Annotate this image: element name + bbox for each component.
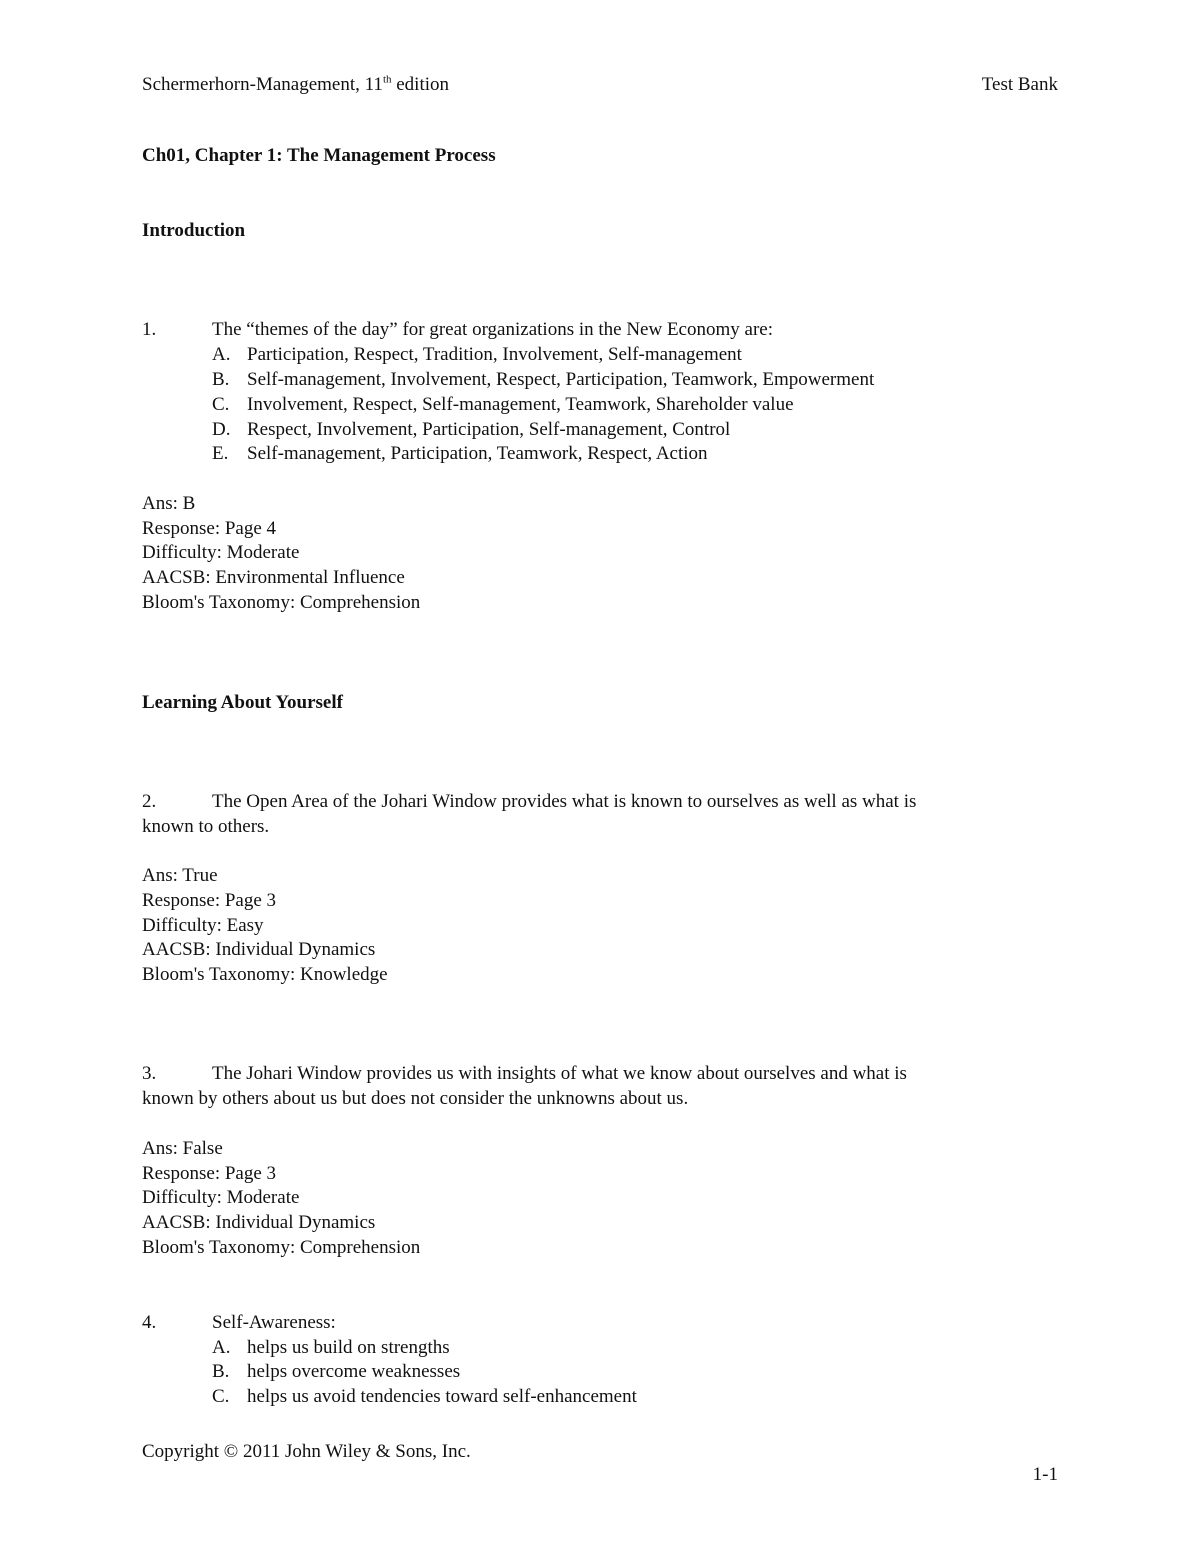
question-stem-line-2: known to others. xyxy=(142,816,270,837)
running-header-title xyxy=(142,72,449,97)
bloom-line: Bloom's Taxonomy: Knowledge xyxy=(142,964,388,985)
difficulty-line: Difficulty: Easy xyxy=(142,915,264,936)
question-number: 4. xyxy=(142,1312,157,1333)
answer-line: Ans: False xyxy=(142,1138,223,1159)
footer-page-number: 1-1 xyxy=(1032,1464,1058,1485)
option-text: helps us build on strengths xyxy=(247,1337,450,1358)
option-letter: C. xyxy=(212,394,230,415)
option-text: Involvement, Respect, Self-management, Teamwork, Shareholder value xyxy=(247,394,794,415)
chapter-title: Ch01, Chapter 1: The Management Process xyxy=(142,145,496,166)
question-stem: Self-Awareness: xyxy=(212,1312,336,1333)
response-line: Response: Page 3 xyxy=(142,1163,277,1184)
question-number: 1. xyxy=(142,319,157,340)
bloom-line: Bloom's Taxonomy: Comprehension xyxy=(142,1237,421,1258)
question-number: 2. xyxy=(142,791,157,812)
question-stem-line-1: The Open Area of the Johari Window provides what is known to ourselves as well as what is xyxy=(212,791,917,812)
option-text: Self-management, Participation, Teamwork, Respect, Action xyxy=(247,443,708,464)
option-letter: D. xyxy=(212,419,231,440)
option-letter: B. xyxy=(212,369,230,390)
answer-line: Ans: True xyxy=(142,865,218,886)
option-text: Respect, Involvement, Participation, Self-management, Control xyxy=(247,419,731,440)
question-stem-line-1: The Johari Window provides us with insights of what we know about ourselves and what is xyxy=(212,1063,907,1084)
option-letter: B. xyxy=(212,1361,230,1382)
option-text: helps us avoid tendencies toward self-enhancement xyxy=(247,1386,637,1407)
header-title-prefix: Schermerhorn-Management, 11 xyxy=(142,74,383,95)
question-stem-line-2: known by others about us but does not consider the unknowns about us. xyxy=(142,1088,689,1109)
question-stem: The “themes of the day” for great organizations in the New Economy are: xyxy=(212,319,773,340)
option-text: Participation, Respect, Tradition, Involvement, Self-management xyxy=(247,344,742,365)
response-line: Response: Page 3 xyxy=(142,890,277,911)
footer-copyright: Copyright © 2011 John Wiley & Sons, Inc. xyxy=(142,1441,471,1462)
question-number: 3. xyxy=(142,1063,157,1084)
option-letter: A. xyxy=(212,344,231,365)
aacsb-line: AACSB: Environmental Influence xyxy=(142,567,405,588)
response-line: Response: Page 4 xyxy=(142,518,277,539)
section-heading-learning-about-yourself: Learning About Yourself xyxy=(142,692,343,713)
option-letter: C. xyxy=(212,1386,230,1407)
option-letter: A. xyxy=(212,1337,231,1358)
section-heading-introduction: Introduction xyxy=(142,220,246,241)
aacsb-line: AACSB: Individual Dynamics xyxy=(142,939,376,960)
answer-line: Ans: B xyxy=(142,493,196,514)
header-title-superscript: th xyxy=(382,73,392,86)
header-title-suffix: edition xyxy=(391,74,450,95)
bloom-line: Bloom's Taxonomy: Comprehension xyxy=(142,592,421,613)
option-text: Self-management, Involvement, Respect, Participation, Teamwork, Empowerment xyxy=(247,369,875,390)
difficulty-line: Difficulty: Moderate xyxy=(142,542,300,563)
aacsb-line: AACSB: Individual Dynamics xyxy=(142,1212,376,1233)
option-text: helps overcome weaknesses xyxy=(247,1361,461,1382)
running-header-right: Test Bank xyxy=(981,74,1058,95)
option-letter: E. xyxy=(212,443,229,464)
difficulty-line: Difficulty: Moderate xyxy=(142,1187,300,1208)
